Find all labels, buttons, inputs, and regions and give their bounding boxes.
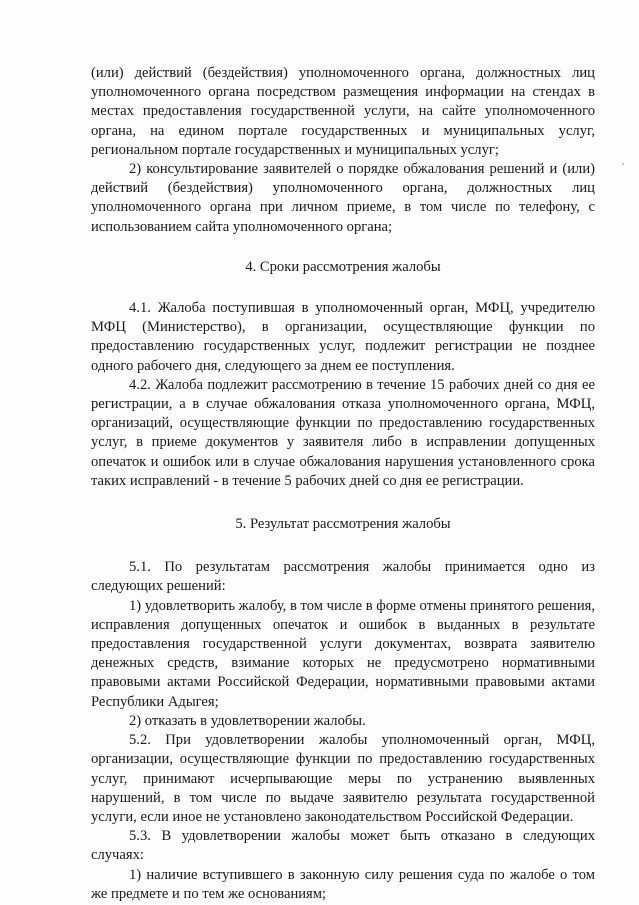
paragraph-5-3: 5.3. В удовлетворении жалобы может быть отказано в следующих случаях:: [91, 828, 595, 864]
paragraph-5-1-item-2: 2) отказать в удовлетворении жалобы.: [129, 712, 366, 729]
paragraph-5-1-item-1: 1) удовлетворить жалобу, в том числе в форме отмены принятого решения, исправления допущенных опечаток и ошибок в выданных в результате предоставления государственной услуги документах, возврата заявителю денежных средств, взимание которых не предусмотрено нормативными правовыми актами Российской Федерации, нормативными правовыми актами Республики Адыгея;: [91, 597, 595, 710]
paragraph-4-1: 4.1. Жалоба поступившая в уполномоченный орган, МФЦ, учредителю МФЦ (Министерство), в организации, осуществляющие функции по предоставлению государственных услуг, подлежит регистрации не позднее одного рабочего дня, следующего за днем ее поступления.: [91, 300, 595, 374]
paragraph-5-3-item-1: 1) наличие вступившего в законную силу решения суда по жалобе о том же предмете и по тем же основаниям;: [91, 866, 595, 902]
scan-speck: [622, 163, 624, 165]
paragraph-4-2: 4.2. Жалоба подлежит рассмотрению в течение 15 рабочих дней со дня ее регистрации, а в случае обжалования отказа уполномоченного органа, МФЦ, организаций, осуществляющие функции по предоставлению государственных услуг, в приеме документов у заявителя либо в исправлении допущенных опечаток и ошибок или в случае обжалования нарушения установленного срока таких исправлений - в течение 5 рабочих дней со дня ее регистрации.: [91, 376, 595, 489]
paragraph-information-methods: (или) действий (бездействия) уполномоченного органа, должностных лиц уполномоченного органа посредством размещения информации на стендах в местах предоставления государственной услуги, на сайте уполномоченного органа, на едином портале государственных и муниципальных услуг, региональном портале государственных и муниципальных услуг;: [91, 65, 595, 158]
document-body: [91, 64, 595, 904]
paragraph-consultation: 2) консультирование заявителей о порядке обжалования решений и (или) действий (бездействия) уполномоченного органа, должностных лиц уполномоченного органа при личном приеме, в том числе по телефону, с использованием сайта уполномоченного органа;: [91, 161, 595, 235]
paragraph-5-2: 5.2. При удовлетворении жалобы уполномоченный орган, МФЦ, организации, осуществляющие функции по предоставлению государственных услуг, принимают исчерпывающие меры по устранению выявленных нарушений, в том числе по выдаче заявителю результата государственной услуги, если иное не установлено законодательством Российской Федерации.: [91, 732, 595, 825]
section-5-heading: 5. Результат рассмотрения жалобы: [235, 516, 451, 533]
paragraph-5-1: 5.1. По результатам рассмотрения жалобы принимается одно из следующих решений:: [91, 559, 595, 595]
section-4-heading: 4. Сроки рассмотрения жалобы: [245, 258, 441, 275]
